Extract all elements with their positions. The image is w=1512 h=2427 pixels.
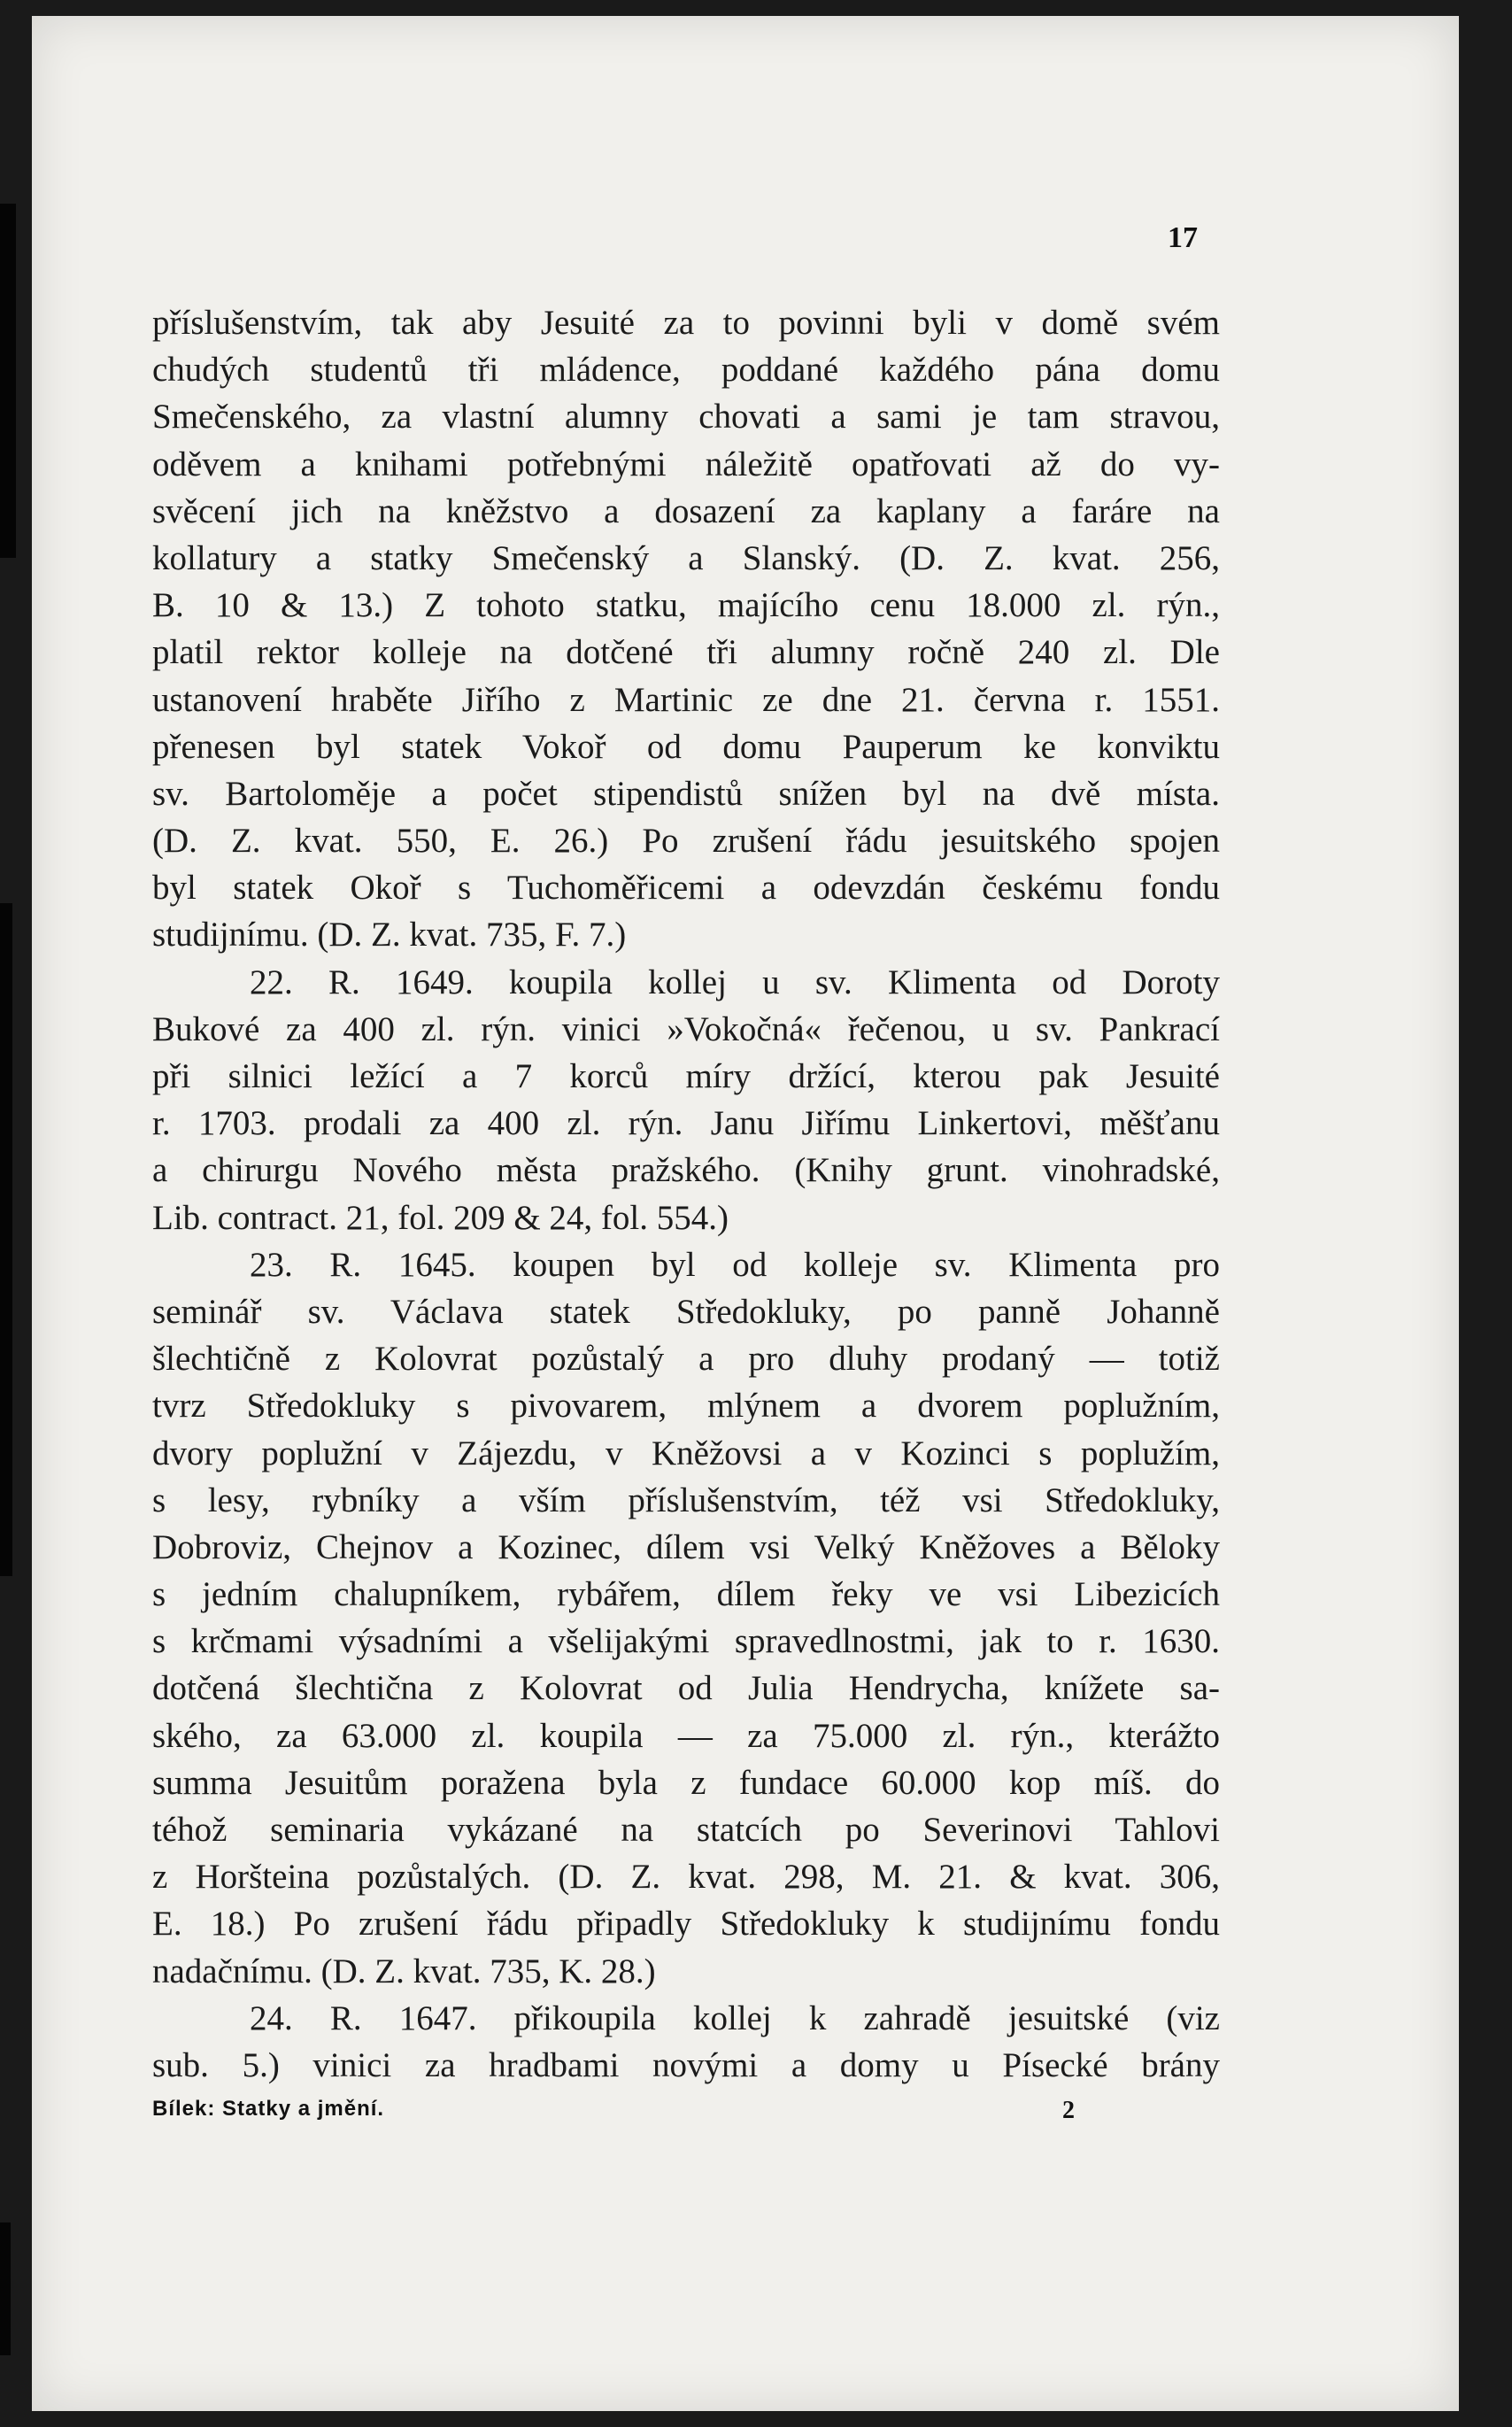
binding-edge — [0, 903, 12, 1576]
text-line: (D. Z. kvat. 550, E. 26.) Po zrušení řádu jesuitského spojen — [152, 822, 1220, 861]
text-line: 24. R. 1647. přikoupila kollej k zahradě jesuitské (viz — [250, 1998, 1220, 2037]
text-line: sub. 5.) vinici za hradbami novými a domy u Písecké brány — [152, 2045, 1220, 2084]
binding-edge — [0, 204, 16, 558]
printer-signature: Bílek: Statky a jmění. — [152, 2097, 385, 2121]
text-line: ustanovení hraběte Jiřího z Martinic ze dne 21. června r. 1551. — [152, 680, 1220, 719]
page-number: 17 — [1168, 221, 1198, 254]
text-line: Smečenského, za vlastní alumny chovati a sami je tam stravou, — [152, 398, 1220, 437]
text-line: při silnici ležící a 7 korců míry držící, kterou pak Jesuité — [152, 1057, 1220, 1095]
text-line: svěcení jich na kněžstvo a dosazení za kaplany a faráre na — [152, 491, 1220, 530]
text-line: příslušenstvím, tak aby Jesuité za to povinni byli v domě svém — [152, 304, 1220, 342]
text-line: s krčmami výsadními a všelijakými spravedlnostmi, jak to r. 1630. — [152, 1622, 1220, 1661]
text-line: přenesen byl statek Vokoř od domu Pauperum ke konviktu — [152, 727, 1220, 766]
text-line: šlechtičně z Kolovrat pozůstalý a pro dluhy prodaný — totiž — [152, 1340, 1220, 1379]
text-line: summa Jesuitům poražena byla z fundace 60.000 kop míš. do — [152, 1763, 1220, 1802]
text-line: byl statek Okoř s Tuchoměřicemi a odevzdán českému fondu — [152, 869, 1220, 908]
text-line: a chirurgu Nového města pražského. (Knihy grunt. vinohradské, — [152, 1151, 1220, 1190]
text-line: s lesy, rybníky a vším příslušenstvím, též vsi Středokluky, — [152, 1480, 1220, 1519]
text-line: Bukové za 400 zl. rýn. vinici »Vokočná« řečenou, u sv. Pankrací — [152, 1009, 1220, 1048]
text-line: r. 1703. prodali za 400 zl. rýn. Janu Jiřímu Linkertovi, měšťanu — [152, 1104, 1220, 1143]
text-line: B. 10 & 13.) Z tohoto statku, majícího cenu 18.000 zl. rýn., — [152, 586, 1220, 625]
text-line: dvory poplužní v Zájezdu, v Kněžovsi a v Kozinci s poplužím, — [152, 1434, 1220, 1472]
book-page — [32, 16, 1459, 2411]
text-line: s jedním chalupníkem, rybářem, dílem řeky ve vsi Libezicích — [152, 1575, 1220, 1614]
text-line: E. 18.) Po zrušení řádu připadly Středokluky k studijnímu fondu — [152, 1905, 1220, 1944]
text-line: oděvem a knihami potřebnými náležitě opatřovati až do vy- — [152, 444, 1220, 483]
text-line: chudých studentů tři mládence, poddané každého pána domu — [152, 351, 1220, 390]
body-text — [152, 299, 1220, 2089]
binding-edge — [0, 2222, 11, 2355]
text-line: sv. Bartoloměje a počet stipendistů snížen byl na dvě místa. — [152, 774, 1220, 813]
text-line: kollatury a statky Smečenský a Slanský. (D. Z. kvat. 256, — [152, 538, 1220, 577]
text-line: dotčená šlechtična z Kolovrat od Julia Hendrycha, knížete sa- — [152, 1669, 1220, 1708]
text-line: z Horšteina pozůstalých. (D. Z. kvat. 298, M. 21. & kvat. 306, — [152, 1858, 1220, 1897]
text-line: tvrz Středokluky s pivovarem, mlýnem a dvorem poplužním, — [152, 1387, 1220, 1426]
text-line: Dobroviz, Chejnov a Kozinec, dílem vsi Velký Kněžoves a Běloky — [152, 1527, 1220, 1566]
text-line: 22. R. 1649. koupila kollej u sv. Klimenta od Doroty — [250, 962, 1220, 1001]
text-line: 23. R. 1645. koupen byl od kolleje sv. Klimenta pro — [250, 1245, 1220, 1284]
sheet-mark: 2 — [1062, 2097, 1075, 2124]
text-line: téhož seminaria vykázané na statcích po Severinovi Tahlovi — [152, 1811, 1220, 1849]
text-line: nadačnímu. (D. Z. kvat. 735, K. 28.) — [152, 1952, 656, 1990]
text-line: studijnímu. (D. Z. kvat. 735, F. 7.) — [152, 916, 627, 955]
text-line: Lib. contract. 21, fol. 209 & 24, fol. 554.) — [152, 1198, 729, 1237]
text-line: ského, za 63.000 zl. koupila — za 75.000 zl. rýn., kterážto — [152, 1716, 1220, 1755]
text-line: seminář sv. Václava statek Středokluky, po panně Johanně — [152, 1292, 1220, 1331]
text-line: platil rektor kolleje na dotčené tři alumny ročně 240 zl. Dle — [152, 633, 1220, 672]
